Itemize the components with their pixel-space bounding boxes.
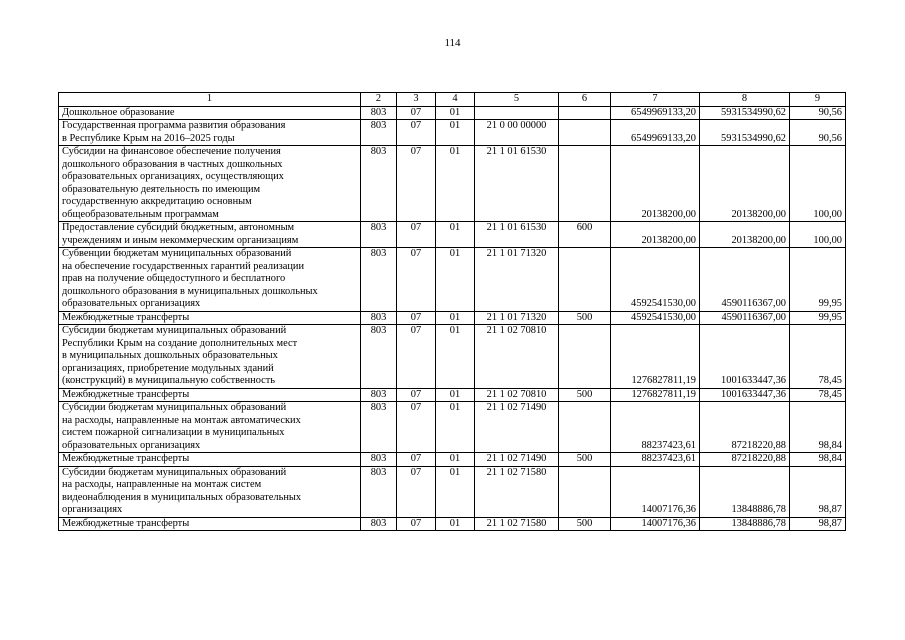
column-header: 2 (361, 93, 397, 107)
target-article-cell: 21 1 02 71580 (475, 466, 559, 517)
target-article-cell: 21 1 02 70810 (475, 325, 559, 389)
table-row (59, 222, 846, 248)
name-cell: Субсидии бюджетам муниципальных образований на расходы, направленные на монтаж систем видеонаблюдения в муниципальных образовательных организациях (59, 466, 361, 517)
column-header: 1 (59, 93, 361, 107)
name-cell: Субсидии бюджетам муниципальных образований на расходы, направленные на монтаж автоматических систем пожарной сигнализации в муниципальных образовательных организациях (59, 402, 361, 453)
planned-amount-cell: 1276827811,19 (611, 388, 700, 402)
table-row (59, 453, 846, 467)
planned-amount-cell: 1276827811,19 (611, 325, 700, 389)
code-cell: 803 (361, 106, 397, 120)
table-row (59, 146, 846, 222)
target-article-cell: 21 1 01 61530 (475, 146, 559, 222)
section-cell: 07 (397, 120, 436, 146)
percent-cell: 98,84 (790, 453, 846, 467)
name-cell: Предоставление субсидий бюджетным, автономным учреждениям и иным некоммерческим организациям (59, 222, 361, 248)
code-cell: 803 (361, 453, 397, 467)
name-cell: Субсидии на финансовое обеспечение получения дошкольного образования в частных дошкольных образовательных организациях, осуществляющих образовательную деятельность по имеющим государственную аккредитацию основным общеобразовательным программам (59, 146, 361, 222)
code-cell: 803 (361, 222, 397, 248)
name-cell: Дошкольное образование (59, 106, 361, 120)
subsection-cell: 01 (436, 146, 475, 222)
expense-type-cell (559, 146, 611, 222)
executed-amount-cell: 5931534990,62 (700, 120, 790, 146)
page-number: 114 (444, 37, 461, 49)
table-row (59, 517, 846, 531)
expense-type-cell: 500 (559, 453, 611, 467)
expense-type-cell: 500 (559, 311, 611, 325)
code-cell: 803 (361, 402, 397, 453)
percent-cell: 78,45 (790, 388, 846, 402)
section-cell: 07 (397, 311, 436, 325)
percent-cell: 98,87 (790, 517, 846, 531)
planned-amount-cell: 20138200,00 (611, 222, 700, 248)
subsection-cell: 01 (436, 222, 475, 248)
planned-amount-cell: 4592541530,00 (611, 248, 700, 312)
expense-type-cell (559, 106, 611, 120)
percent-cell: 100,00 (790, 146, 846, 222)
section-cell: 07 (397, 248, 436, 312)
code-cell: 803 (361, 388, 397, 402)
table-header-row (59, 93, 846, 107)
name-cell: Межбюджетные трансферты (59, 517, 361, 531)
column-header: 3 (397, 93, 436, 107)
executed-amount-cell: 87218220,88 (700, 453, 790, 467)
percent-cell: 98,87 (790, 466, 846, 517)
section-cell: 07 (397, 453, 436, 467)
planned-amount-cell: 20138200,00 (611, 146, 700, 222)
target-article-cell: 21 1 01 61530 (475, 222, 559, 248)
target-article-cell: 21 1 02 71580 (475, 517, 559, 531)
planned-amount-cell: 6549969133,20 (611, 106, 700, 120)
section-cell: 07 (397, 388, 436, 402)
code-cell: 803 (361, 120, 397, 146)
code-cell: 803 (361, 466, 397, 517)
target-article-cell: 21 0 00 00000 (475, 120, 559, 146)
planned-amount-cell: 14007176,36 (611, 466, 700, 517)
expense-type-cell (559, 248, 611, 312)
subsection-cell: 01 (436, 453, 475, 467)
subsection-cell: 01 (436, 106, 475, 120)
code-cell: 803 (361, 517, 397, 531)
table-row (59, 388, 846, 402)
section-cell: 07 (397, 146, 436, 222)
section-cell: 07 (397, 325, 436, 389)
executed-amount-cell: 5931534990,62 (700, 106, 790, 120)
subsection-cell: 01 (436, 402, 475, 453)
percent-cell: 99,95 (790, 248, 846, 312)
executed-amount-cell: 13848886,78 (700, 517, 790, 531)
name-cell: Межбюджетные трансферты (59, 453, 361, 467)
expense-type-cell: 500 (559, 517, 611, 531)
planned-amount-cell: 88237423,61 (611, 453, 700, 467)
subsection-cell: 01 (436, 311, 475, 325)
target-article-cell (475, 106, 559, 120)
code-cell: 803 (361, 311, 397, 325)
column-header: 9 (790, 93, 846, 107)
section-cell: 07 (397, 222, 436, 248)
name-cell: Субвенции бюджетам муниципальных образований на обеспечение государственных гарантий реализации прав на получение общедоступного и бесплатного дошкольного образования в муниципальных дошкольных образовательных организациях (59, 248, 361, 312)
code-cell: 803 (361, 248, 397, 312)
code-cell: 803 (361, 146, 397, 222)
target-article-cell: 21 1 02 71490 (475, 402, 559, 453)
executed-amount-cell: 1001633447,36 (700, 325, 790, 389)
target-article-cell: 21 1 02 70810 (475, 388, 559, 402)
executed-amount-cell: 87218220,88 (700, 402, 790, 453)
table-row (59, 402, 846, 453)
percent-cell: 90,56 (790, 106, 846, 120)
percent-cell: 98,84 (790, 402, 846, 453)
budget-table (58, 92, 846, 531)
planned-amount-cell: 14007176,36 (611, 517, 700, 531)
code-cell: 803 (361, 325, 397, 389)
table-row (59, 248, 846, 312)
expense-type-cell: 600 (559, 222, 611, 248)
executed-amount-cell: 1001633447,36 (700, 388, 790, 402)
planned-amount-cell: 6549969133,20 (611, 120, 700, 146)
column-header: 4 (436, 93, 475, 107)
column-header: 6 (559, 93, 611, 107)
executed-amount-cell: 20138200,00 (700, 146, 790, 222)
section-cell: 07 (397, 106, 436, 120)
table-row (59, 325, 846, 389)
table-row (59, 106, 846, 120)
executed-amount-cell: 20138200,00 (700, 222, 790, 248)
expense-type-cell (559, 466, 611, 517)
planned-amount-cell: 88237423,61 (611, 402, 700, 453)
subsection-cell: 01 (436, 517, 475, 531)
column-header: 8 (700, 93, 790, 107)
section-cell: 07 (397, 466, 436, 517)
executed-amount-cell: 4590116367,00 (700, 311, 790, 325)
subsection-cell: 01 (436, 466, 475, 517)
name-cell: Межбюджетные трансферты (59, 311, 361, 325)
table-row (59, 466, 846, 517)
section-cell: 07 (397, 517, 436, 531)
executed-amount-cell: 4590116367,00 (700, 248, 790, 312)
percent-cell: 99,95 (790, 311, 846, 325)
percent-cell: 78,45 (790, 325, 846, 389)
expense-type-cell (559, 325, 611, 389)
target-article-cell: 21 1 01 71320 (475, 248, 559, 312)
subsection-cell: 01 (436, 325, 475, 389)
target-article-cell: 21 1 01 71320 (475, 311, 559, 325)
column-header: 7 (611, 93, 700, 107)
subsection-cell: 01 (436, 248, 475, 312)
percent-cell: 90,56 (790, 120, 846, 146)
column-header: 5 (475, 93, 559, 107)
table-row (59, 311, 846, 325)
name-cell: Межбюджетные трансферты (59, 388, 361, 402)
name-cell: Субсидии бюджетам муниципальных образований Республики Крым на создание дополнительных мест в муниципальных дошкольных образовательных организациях, приобретение модульных зданий (конструкций) в муниципальную собственность (59, 325, 361, 389)
table-row (59, 120, 846, 146)
executed-amount-cell: 13848886,78 (700, 466, 790, 517)
target-article-cell: 21 1 02 71490 (475, 453, 559, 467)
section-cell: 07 (397, 402, 436, 453)
planned-amount-cell: 4592541530,00 (611, 311, 700, 325)
subsection-cell: 01 (436, 388, 475, 402)
expense-type-cell (559, 402, 611, 453)
expense-type-cell: 500 (559, 388, 611, 402)
subsection-cell: 01 (436, 120, 475, 146)
percent-cell: 100,00 (790, 222, 846, 248)
expense-type-cell (559, 120, 611, 146)
name-cell: Государственная программа развития образования в Республике Крым на 2016–2025 годы (59, 120, 361, 146)
